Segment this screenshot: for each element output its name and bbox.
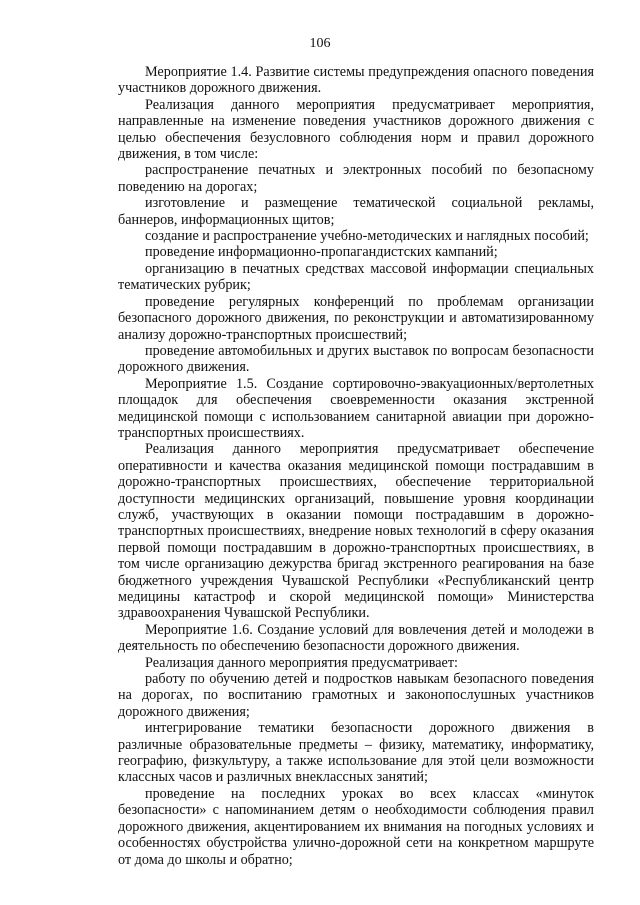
paragraph-measure-1-6-title: Мероприятие 1.6. Создание условий для вовлечения детей и молодежи в деятельность по обеспечению безопасности дорожного движения. bbox=[118, 621, 594, 655]
paragraph-measure-1-4-title: Мероприятие 1.4. Развитие системы предупреждения опасного поведения участников дорожного движения. bbox=[118, 64, 594, 97]
document-body bbox=[118, 64, 594, 868]
list-item-teaching-aids: создание и распространение учебно-методических и наглядных пособий; bbox=[145, 228, 589, 245]
paragraph-measure-1-4-intro: Реализация данного мероприятия предусматривает мероприятия, направленные на изменение поведения участников дорожного движения с целью обеспечения безусловного соблюдения норм и правил дорожного движения, в том числе: bbox=[118, 96, 594, 163]
list-item-media-rubrics: организацию в печатных средствах массовой информации специальных тематических рубрик; bbox=[118, 260, 594, 294]
list-item-social-advertising: изготовление и размещение тематической социальной рекламы, баннеров, информационных щитов; bbox=[118, 195, 594, 228]
list-item-child-training: работу по обучению детей и подростков навыкам безопасного поведения на дорогах, по воспитанию грамотных и законопослушных участников дорожного движения; bbox=[118, 671, 594, 720]
list-item-safety-minutes: проведение на последних уроках во всех классах «минуток безопасности» с напоминанием детям о необходимости соблюдения правил дорожного движения, акцентированием их внимания на погодных условиях и особенностях обустройства улично-дорожной сети на конкретном маршруте от дома до школы и обратно; bbox=[118, 785, 594, 868]
list-item-exhibitions: проведение автомобильных и других выставок по вопросам безопасности дорожного движения. bbox=[118, 342, 594, 376]
paragraph-measure-1-5-title: Мероприятие 1.5. Создание сортировочно-эвакуационных/вертолетных площадок для обеспечения своевременности оказания экстренной медицинской помощи с использованием санитарной авиации при дорожно-транспортных происшествиях. bbox=[118, 375, 594, 441]
list-item-campaigns: проведение информационно-пропагандистских кампаний; bbox=[145, 244, 498, 261]
page-number: 106 bbox=[309, 36, 331, 51]
paragraph-measure-1-5-details: Реализация данного мероприятия предусматривает обеспечение оперативности и качества оказания медицинской помощи пострадавшим в дорожно-транспортных происшествиях, обеспечение территориальной доступности медицинских организаций, повышение уровня координации служб, участвующих в оказании помощи пострадавшим в дорожно-транспортных происшествиях, внедрение новых технологий в сферу оказания первой помощи пострадавшим в дорожно-транспортных происшествиях, в том числе организацию дежурства бригад экстренного реагирования на базе бюджетного учреждения Чувашской Республики «Республиканский центр медицины катастроф и скорой медицинской помощи» Министерства здравоохранения Чувашской Республики. bbox=[118, 441, 594, 622]
list-item-curriculum-integration: интегрирование тематики безопасности дорожного движения в различные образовательные предметы – физику, математику, информатику, географию, физкультуру, а также использование для этой цели возможности классных часов и различных внеклассных занятий; bbox=[118, 720, 594, 786]
paragraph-measure-1-6-intro: Реализация данного мероприятия предусматривает: bbox=[145, 654, 458, 671]
list-item-printed-materials: распространение печатных и электронных пособий по безопасному поведению на дорогах; bbox=[118, 162, 594, 195]
list-item-conferences: проведение регулярных конференций по проблемам организации безопасного дорожного движения, по реконструкции и автоматизированному анализу дорожно-транспортных происшествий; bbox=[118, 293, 594, 343]
